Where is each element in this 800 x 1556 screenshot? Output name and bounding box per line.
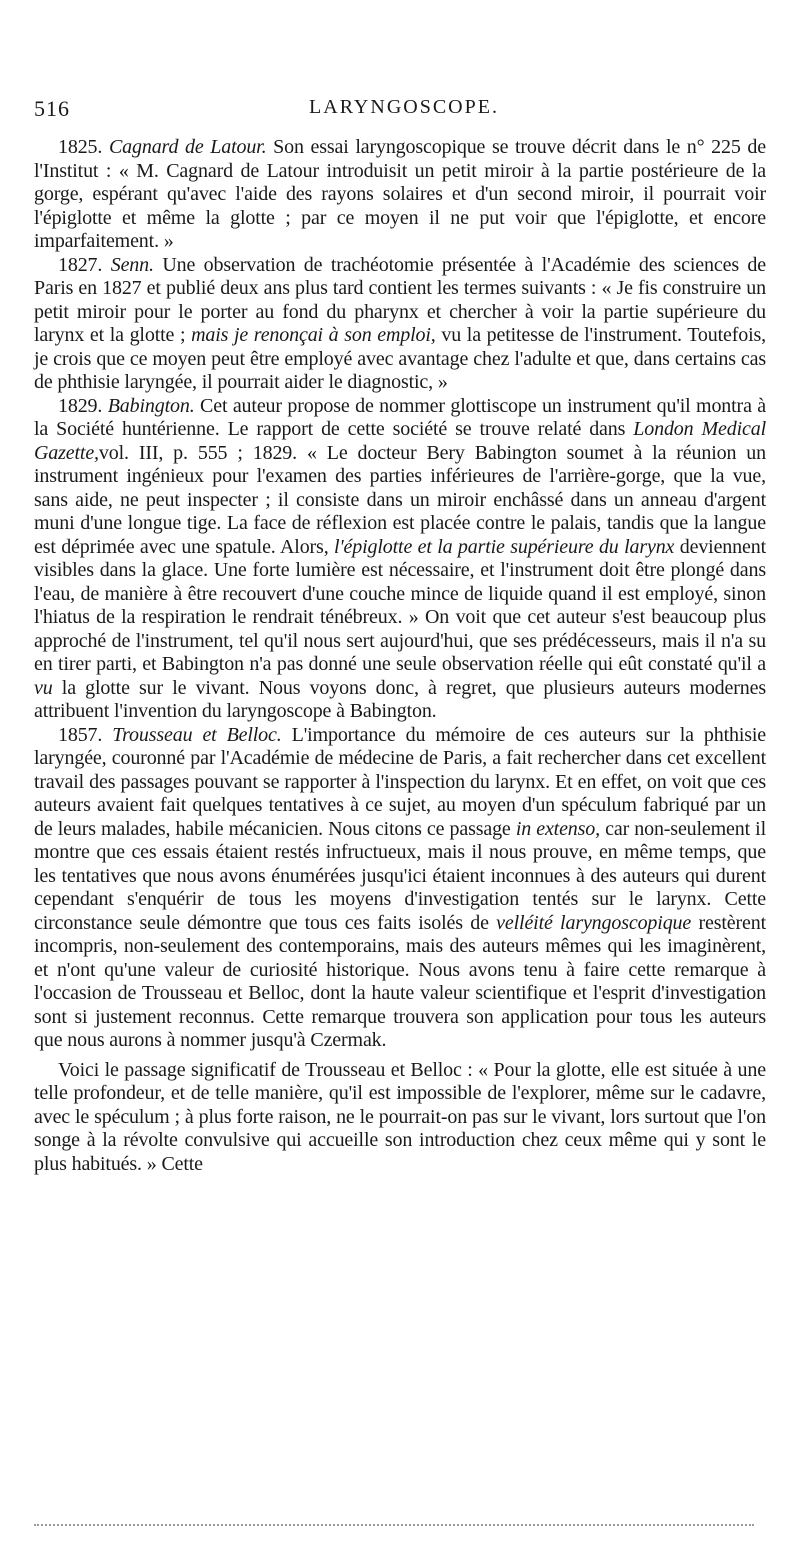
entry-1829 [34, 395, 766, 724]
entry-author: Babington. [107, 394, 195, 417]
entry-author: Cagnard de Latour. [108, 136, 267, 158]
entry-text: vol. III, p. 555 ; 1829. « Le docteur Bery Babington soumet à la réunion un instrument ingénieux pour l'examen des parties inférieures de l'arrière-gorge, que la vue, sans aide, ne peut inspecter ; il consiste dans un miroir enchâssé dans un anneau d'argent muni d'une longue tige. La face de réflexion est placée contre le palais, tandis que la langue est déprimée avec une spatule. Alors, [34, 441, 766, 558]
running-title: LARYNGOSCOPE. [309, 96, 499, 118]
entry-italic: in extenso, [515, 817, 600, 840]
entry-text: vu la petitesse de l'instrument. Toutefois, je crois que ce moyen peut être employé avec avantage chez l'adulte et que, dans certains cas de phthisie laryngée, il pourrait aider le diagnostic, » [34, 324, 766, 393]
entry-year: 1825. [58, 136, 103, 158]
page-header [34, 96, 774, 130]
entry-italic: l'épiglotte et la partie supérieure du larynx [334, 535, 675, 558]
entry-year: 1827. [58, 253, 103, 276]
entry-author: Senn. [110, 253, 154, 276]
entry-text: Son essai laryngoscopique se trouve décrit dans le n° 225 de l'Institut : « M. Cagnard de Latour introduisit un petit miroir à la partie postérieure de la gorge, espérant qu'avec l'aide des rayons solaires et d'un second miroir, il pourrait voir l'épiglotte et même la glotte ; par ce moyen il ne put voir que l'épiglotte, et encore imparfaitement. » [34, 136, 766, 252]
entry-year: 1829. [58, 394, 103, 417]
entry-text: L'importance du mémoire de ces auteurs sur la phthisie laryngée, couronné par l'Académie de médecine de Paris, a fait rechercher dans cet excellent travail des passages pouvant se rapporter à l'inspection du larynx. Et en effet, on voit que ces auteurs avaient fait quelques tentatives à ce sujet, au moyen d'un spéculum fabriqué par un de leurs malades, habile mécanicien. Nous citons ce passage [34, 723, 767, 840]
final-paragraph: Voici le passage significatif de Trousseau et Belloc : « Pour la glotte, elle est située à une telle profondeur, et de telle manière, qu'il est impossible de l'explorer, même sur le cadavre, avec le spéculum ; à plus forte raison, ne le pourrait-on pas sur le vivant, lors surtout que l'on songe à la révolte convulsive qui accueille son introduction chez ceux même qui y sont le plus habitués. » Cette [34, 1058, 766, 1175]
page-number: 516 [34, 96, 70, 121]
entry-1825 [34, 136, 766, 254]
entry-1827 [34, 254, 766, 395]
entry-text: Cet auteur propose de nommer glottiscope un instrument qu'il montra à la Société huntérienne. Le rapport de cette société se trouve relaté dans [34, 394, 766, 440]
entry-italic: vu [34, 676, 53, 699]
entry-italic: mais je renonçai à son emploi, [191, 324, 436, 346]
footer-dotted-rule [34, 1524, 754, 1526]
entry-year: 1857. [58, 723, 103, 746]
entry-1857 [34, 724, 766, 1053]
body-text [34, 136, 766, 1176]
entry-italic: London Medical Gazette, [34, 418, 766, 464]
entry-author: Trousseau et Belloc. [112, 723, 282, 746]
entry-text: car non-seulement il montre que ces essais étaient restés infructueux, mais il nous prouve, en même temps, que les tentatives que nous avons énumérées jusqu'ici étaient inconnues à des auteurs qui durent cependant s'enquérir de tous les moyens d'investigation tentés sur le larynx. Cette circonstance seule démontre que tous ces faits isolés de [34, 817, 766, 934]
entry-text: la glotte sur le vivant. Nous voyons donc, à regret, que plusieurs auteurs modernes attribuent l'invention du laryngoscope à Babington. [34, 676, 766, 722]
entry-italic: velléité laryngoscopique [496, 911, 692, 934]
entry-text: restèrent incompris, non-seulement des contemporains, mais des auteurs mêmes qui les imaginèrent, et n'ont qu'une valeur de curiosité historique. Nous avons tenu à faire cette remarque à l'occasion de Trousseau et Belloc, dont la haute valeur scientifique et l'esprit d'investigation sont si justement reconnus. Cette remarque trouvera son application pour tous les auteurs que nous aurons à nommer jusqu'à Czermak. [34, 911, 766, 1051]
entry-text: Une observation de trachéotomie présentée à l'Académie des sciences de Paris en 1827 et publié deux ans plus tard contient les termes suivants : « Je fis construire un petit miroir pour le porter au fond du pharynx et chercher à voir la partie supérieure du larynx et la glotte ; [34, 253, 766, 346]
entry-text: deviennent visibles dans la glace. Une forte lumière est nécessaire, et l'instrument doit être plongé dans l'eau, de manière à être recouvert d'une couche mince de liquide quand il est employé, sinon l'hiatus de la respiration le rendrait ténébreux. » On voit que cet auteur s'est beaucoup plus approché de l'instrument, tel qu'il nous sert aujourd'hui, que ses prédécesseurs, mais il n'a su en tirer parti, et Babington n'a pas donné une seule observation réelle qui eût constaté qu'il a [34, 535, 766, 675]
